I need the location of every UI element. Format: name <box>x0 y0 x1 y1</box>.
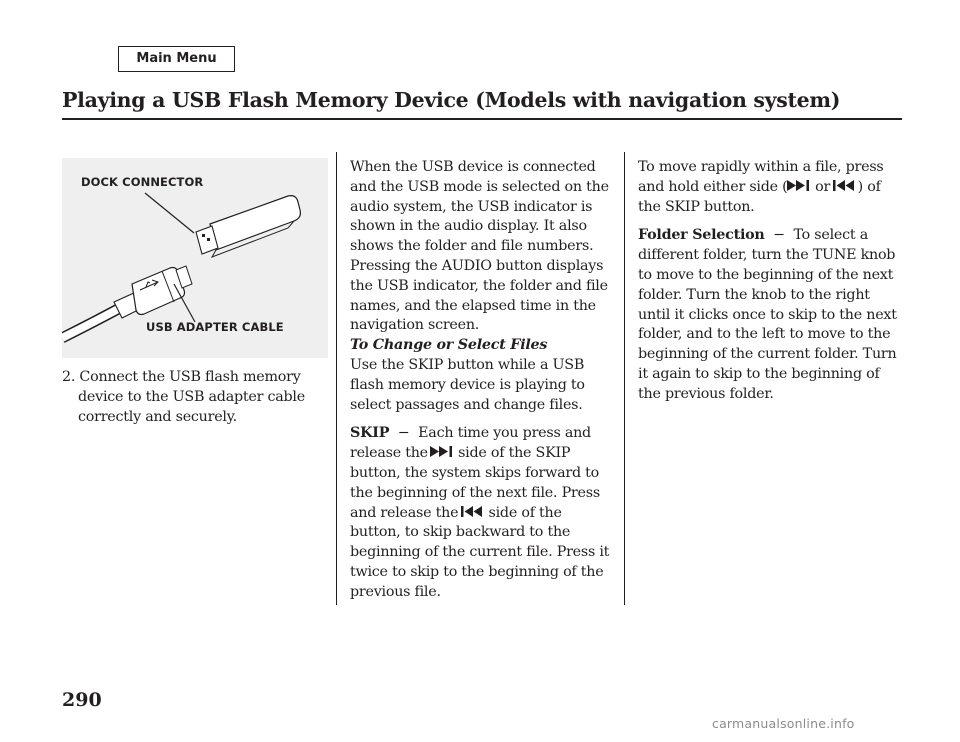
main-menu-button[interactable]: Main Menu <box>118 46 235 72</box>
callout-usb-adapter-cable: USB ADAPTER CABLE <box>146 320 284 334</box>
skip-back-icon <box>461 506 486 517</box>
skip-forward-icon <box>430 446 455 457</box>
callout-dock-connector: DOCK CONNECTOR <box>81 175 204 189</box>
rapid-text-or: or <box>815 178 831 195</box>
dash: − <box>773 227 785 244</box>
folder-selection-paragraph <box>638 226 906 404</box>
page-number: 290 <box>62 689 102 711</box>
skip-forward-icon <box>787 180 812 191</box>
page-title: Playing a USB Flash Memory Device (Models with navigation system) <box>62 88 841 112</box>
skip-term: SKIP <box>350 425 390 442</box>
column-3 <box>638 158 906 405</box>
rapid-move-paragraph <box>638 158 906 217</box>
column-divider-left <box>336 152 337 605</box>
title-rule <box>62 118 902 120</box>
dash: − <box>397 425 410 442</box>
skip-text-b: side of the SKIP button, the system skips forward to the beginning of the next file. Press and release the <box>350 445 600 521</box>
watermark: carmanualsonline.info <box>712 716 855 731</box>
column-2 <box>350 158 616 603</box>
change-files-paragraph: Use the SKIP button while a USB flash memory device is playing to select passages and change files. <box>350 356 585 413</box>
usb-connect-paragraph: When the USB device is connected and the USB mode is selected on the audio system, the USB indicator is shown in the audio display. It also shows the folder and file numbers. Pressing the AUDIO button displays the USB indicator, the folder and file names, and the elapsed time in the navigation screen. <box>350 159 609 334</box>
rapid-text-a: To move rapidly within a file, press and hold either side ( <box>638 159 884 195</box>
skip-back-icon <box>833 180 858 191</box>
step-2-text: 2. Connect the USB flash memory device to the USB adapter cable correctly and securely. <box>62 369 305 425</box>
usb-illustration <box>62 158 328 358</box>
column-divider-right <box>624 152 625 605</box>
rapid-text-b: ) of the SKIP button. <box>638 178 881 215</box>
subhead-change-select-files: To Change or Select Files <box>350 337 548 354</box>
skip-text-a: Each time you press and release the <box>350 425 591 462</box>
folder-selection-term: Folder Selection <box>638 227 765 244</box>
folder-selection-text: To select a different folder, turn the TUNE knob to move to the beginning of the next folder. Turn the knob to the right until it clicks once to skip to the next folder, and to the left to move to the beginning of the current folder. Turn it again to skip to the beginning of the previous folder. <box>638 227 897 402</box>
column-1 <box>62 368 324 427</box>
skip-text-c: side of the button, to skip backward to the beginning of the current file. Press it twice to skip to the beginning of the previous file. <box>350 504 610 600</box>
skip-paragraph <box>350 424 616 602</box>
